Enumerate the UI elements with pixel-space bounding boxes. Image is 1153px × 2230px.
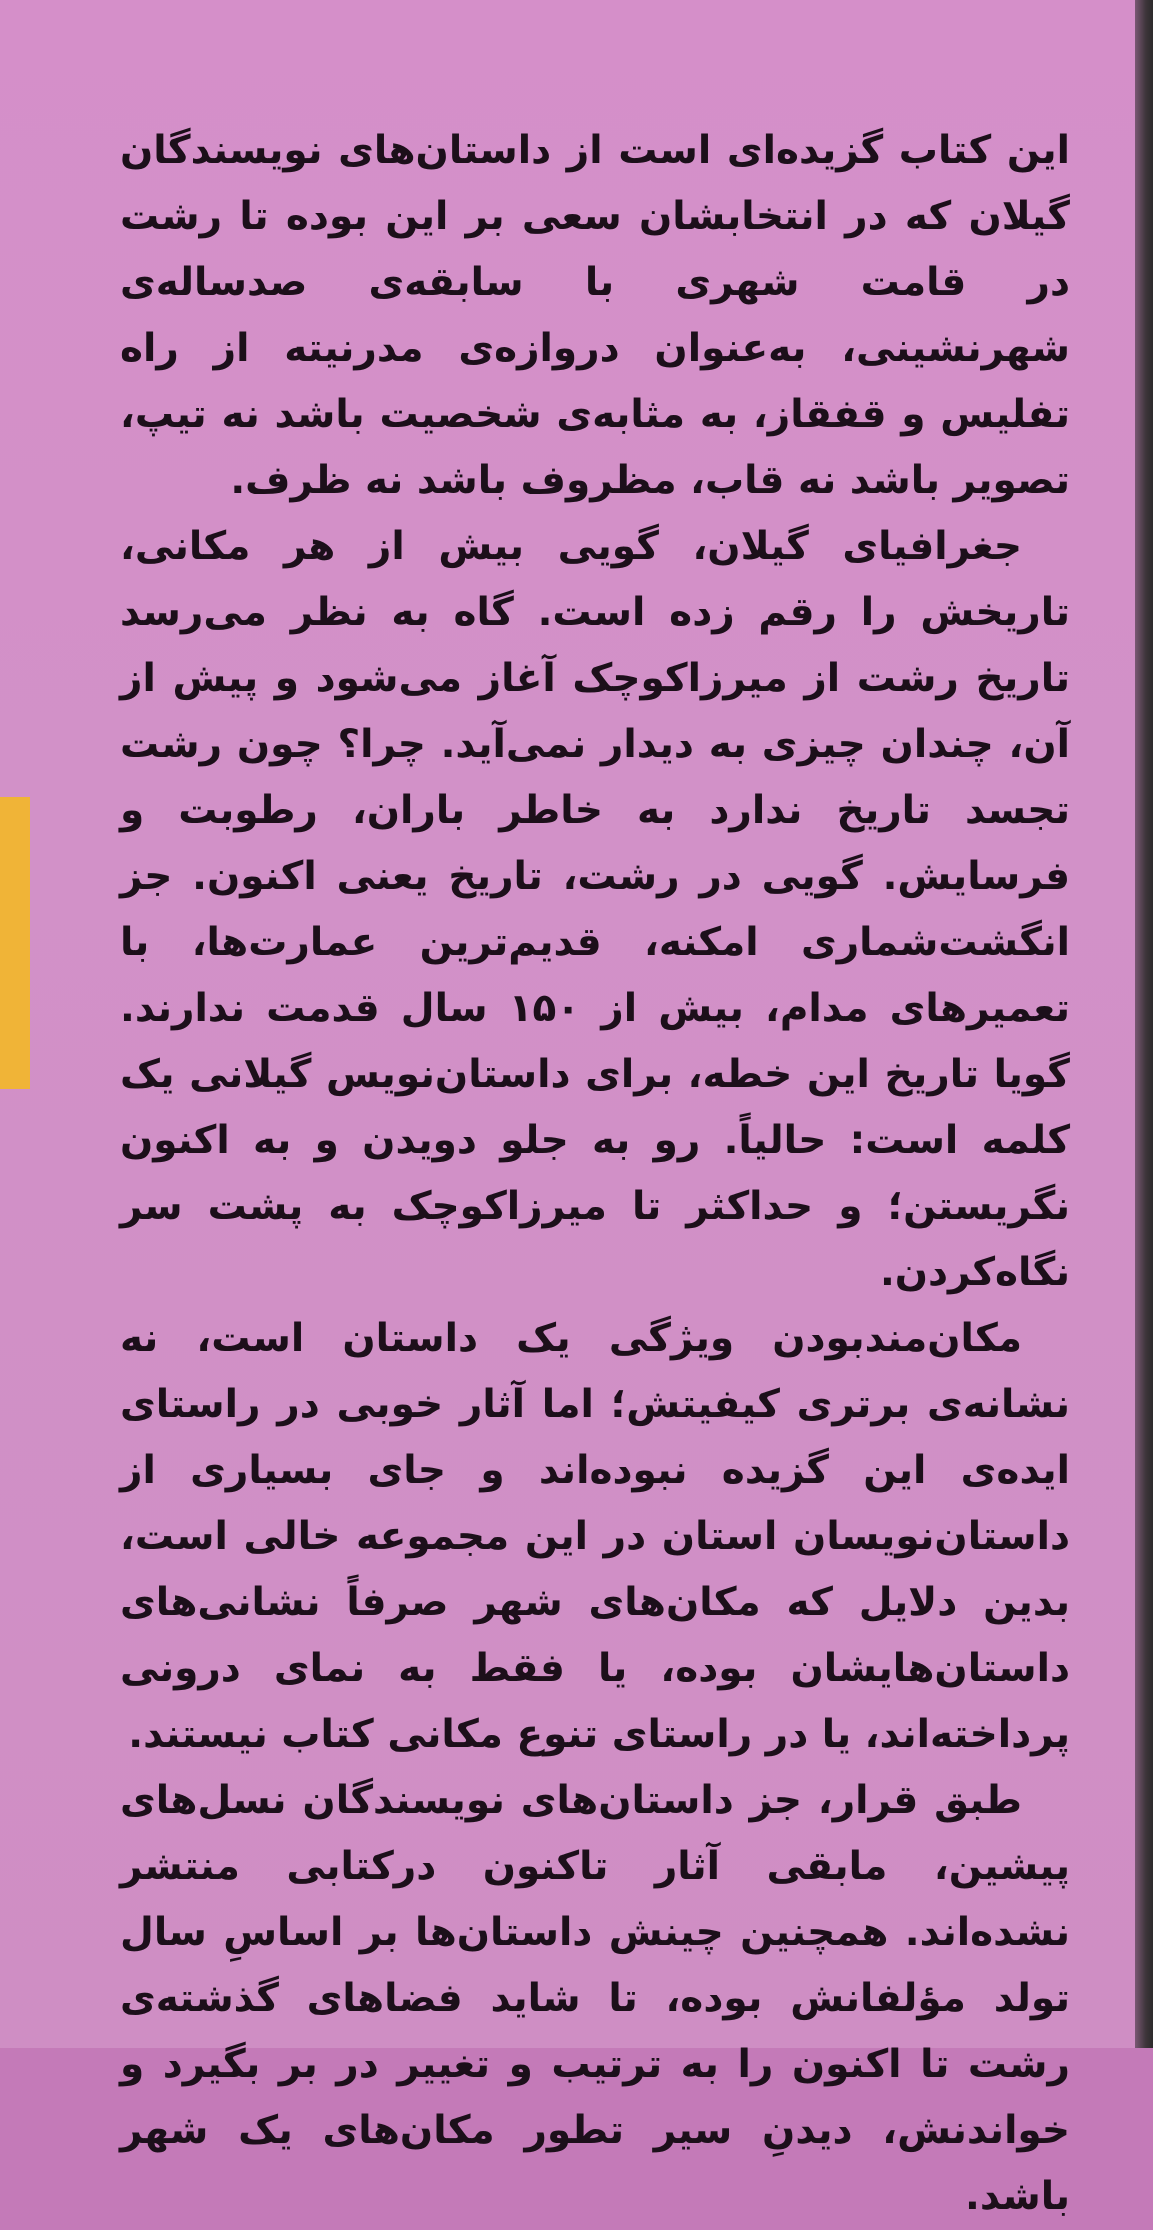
paragraph-1: این کتاب گزیده‌ای است از داستان‌های نویسندگان گیلان که در انتخابشان سعی بر این بوده تا رشت در قامت شهری با سابقه‌ی صدساله‌ی شهرنشینی، به‌عنوان دروازه‌ی مدرنیته از راه تفلیس و قفقاز، به مثابه‌ی شخصیت باشد نه تیپ، تصویر باشد نه قاب، مظروف باشد نه ظرف. — [120, 128, 1070, 503]
yellow-accent-strip — [0, 797, 30, 1089]
book-spine-edge — [1135, 0, 1153, 2048]
blurb-text — [120, 118, 1070, 2230]
paragraph-4: طبق قرار، جز داستان‌های نویسندگان نسل‌های پیشین، مابقی آثار تاکنون درکتابی منتشر نشده‌اند. همچنین چینش داستان‌ها بر اساسِ سال تولد مؤلفانش بوده، تا شاید فضاهای گذشته‌ی رشت تا اکنون را به ترتیب و تغییر در بر بگیرد و خواندنش، دیدنِ سیر تطور مکان‌های یک شهر باشد. — [120, 1778, 1070, 2219]
paragraph-2: جغرافیای گیلان، گویی بیش از هر مکانی، تاریخش را رقم زده است. گاه به نظر می‌رسد تاریخ رشت از میرزاکوچک آغاز می‌شود و پیش از آن، چندان چیزی به دیدار نمی‌آید. چرا؟ چون رشت تجسد تاریخ ندارد به خاطر باران، رطوبت و فرسایش. گویی در رشت، تاریخ یعنی اکنون. جز انگشت‌شماری امکنه، قدیم‌ترین عمارت‌ها، با تعمیرهای مدام، بیش از ۱۵۰ سال قدمت ندارند. گویا تاریخ این خطه، برای داستان‌نویس گیلانی یک کلمه است: حالیاً. رو به جلو دویدن و به اکنون نگریستن؛ و حداکثر تا میرزاکوچک به پشت سر نگاه‌کردن. — [120, 524, 1070, 1295]
paragraph-3: مکان‌مندبودن ویژگی یک داستان است، نه نشانه‌ی برتری کیفیتش؛ اما آثار خوبی در راستای ایده‌ی این گزیده نبوده‌اند و جای بسیاری از داستان‌نویسان استان در این مجموعه خالی است، بدین دلایل که مکان‌های شهر صرفاً نشانی‌های داستان‌هایشان بوده، یا فقط به نمای درونی پرداخته‌اند، یا در راستای تنوع مکانی کتاب نیستند. — [120, 1316, 1070, 1757]
